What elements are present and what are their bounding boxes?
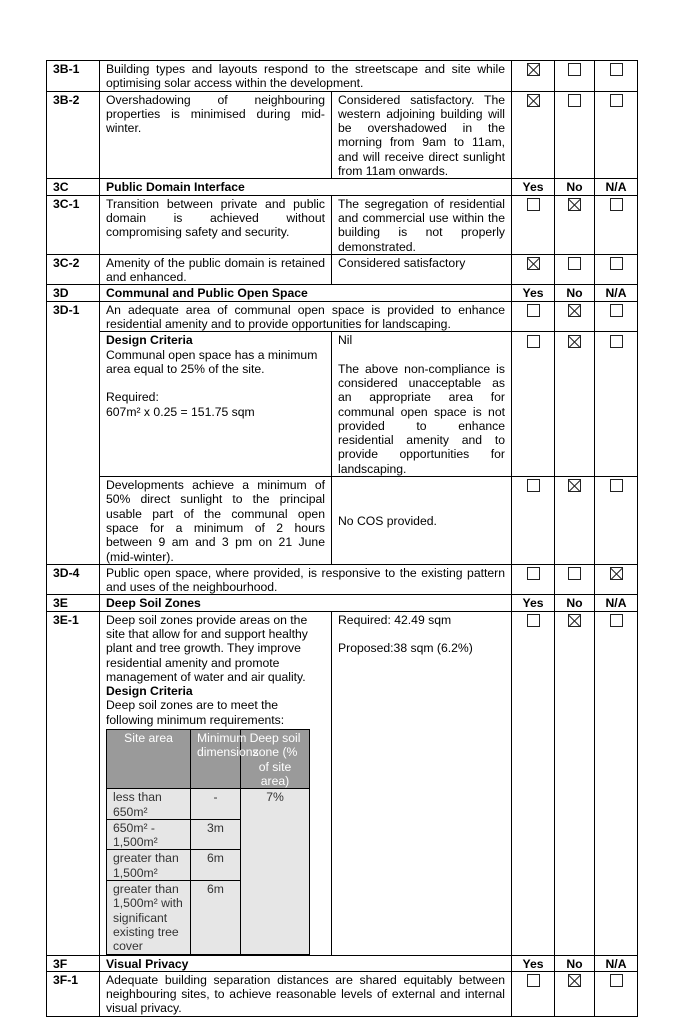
mini-header: Minimum dimensions [191, 730, 241, 789]
row-code: 3E-1 [47, 611, 100, 955]
mini-cell: 6m [191, 850, 241, 881]
table-row [47, 564, 638, 595]
table-row [47, 195, 638, 254]
row-text: Adequate building separation distances are shared equitably between neighbouring sites, to achieve reasonable levels of external and internal visual privacy. [100, 971, 512, 1016]
criteria-title: Design Criteria [106, 333, 193, 348]
mini-cell: greater than 1,500m² [107, 850, 191, 881]
yes-checkbox[interactable] [527, 304, 540, 317]
no-checkbox[interactable] [568, 567, 581, 580]
na-checkbox[interactable] [610, 974, 623, 987]
na-checkbox[interactable] [610, 63, 623, 76]
criteria-title: Design Criteria [106, 684, 193, 699]
yes-checkbox[interactable] [527, 614, 540, 627]
comment-cell [332, 611, 512, 955]
no-checkbox[interactable] [568, 257, 581, 270]
na-checkbox[interactable] [610, 304, 623, 317]
table-row [47, 477, 638, 565]
section-code: 3D [47, 285, 100, 301]
section-row [47, 179, 638, 195]
mini-cell: - [191, 789, 241, 820]
no-checkbox[interactable] [568, 614, 581, 627]
criteria-text: Communal open space has a minimum area equal to 25% of the site. [106, 347, 318, 376]
criteria-text: Deep soil zones are to meet the following minimum requirements: [106, 698, 285, 727]
yes-header: Yes [512, 955, 555, 971]
no-checkbox[interactable] [568, 304, 581, 317]
yes-checkbox[interactable] [527, 94, 540, 107]
row-text: An adequate area of communal open space is provided to enhance residential amenity and to provide opportunities for landscaping. [100, 301, 512, 332]
section-row [47, 955, 638, 971]
no-checkbox[interactable] [568, 198, 581, 211]
criteria-cell [100, 332, 332, 477]
section-title: Public Domain Interface [100, 179, 512, 195]
na-header: N/A [595, 955, 638, 971]
table-row [47, 301, 638, 332]
section-row [47, 285, 638, 301]
no-checkbox[interactable] [568, 63, 581, 76]
section-code: 3F [47, 955, 100, 971]
yes-checkbox[interactable] [527, 63, 540, 76]
na-checkbox[interactable] [610, 198, 623, 211]
section-title: Visual Privacy [100, 955, 512, 971]
row-code: 3D-1 [47, 301, 100, 564]
no-checkbox[interactable] [568, 94, 581, 107]
mini-cell: 6m [191, 881, 241, 954]
row-comment: Considered satisfactory [332, 254, 512, 285]
na-checkbox[interactable] [610, 335, 623, 348]
row-code: 3F-1 [47, 971, 100, 1016]
table-row [47, 332, 638, 477]
row-text: Overshadowing of neighbouring properties is minimised during mid-winter. [100, 91, 332, 179]
na-checkbox[interactable] [610, 94, 623, 107]
table-row [47, 611, 638, 955]
comment-nil: Nil [338, 333, 353, 348]
required-value: 607m² x 0.25 = 151.75 sqm [106, 404, 255, 419]
comment-text: The above non-compliance is considered unacceptable as an appropriate area for communal open space is not provided to enhance residential amenity and to provide opportunities for landscaping. [338, 361, 505, 476]
row-text: Developments achieve a minimum of 50% direct sunlight to the principal usable part of the communal open space for a minimum of 2 hours between 9 am and 3 pm on 21 June (mid-winter). [100, 477, 332, 565]
yes-checkbox[interactable] [527, 479, 540, 492]
row-comment: The segregation of residential and commercial use within the building is not properly demonstrated. [332, 195, 512, 254]
row-code: 3C-1 [47, 195, 100, 254]
row-comment: No COS provided. [332, 477, 512, 565]
row-text: Transition between private and public domain is achieved without compromising safety and security. [100, 195, 332, 254]
section-row [47, 595, 638, 611]
mini-cell: 650m² - 1,500m² [107, 819, 191, 850]
yes-checkbox[interactable] [527, 198, 540, 211]
table-row [47, 61, 638, 92]
section-code: 3C [47, 179, 100, 195]
row-code: 3C-2 [47, 254, 100, 285]
mini-row [107, 789, 310, 820]
yes-checkbox[interactable] [527, 257, 540, 270]
section-code: 3E [47, 595, 100, 611]
row-code: 3D-4 [47, 564, 100, 595]
na-checkbox[interactable] [610, 567, 623, 580]
yes-header: Yes [512, 179, 555, 195]
row-code: 3B-1 [47, 61, 100, 92]
no-checkbox[interactable] [568, 479, 581, 492]
na-checkbox[interactable] [610, 479, 623, 492]
row-text: Amenity of the public domain is retained and enhanced. [100, 254, 332, 285]
yes-checkbox[interactable] [527, 567, 540, 580]
row-text: Public open space, where provided, is responsive to the existing pattern and uses of the neighbourhood. [100, 564, 512, 595]
table-row [47, 971, 638, 1016]
row-code: 3B-2 [47, 91, 100, 179]
row-text: Deep soil zones provide areas on the site that allow for and support healthy plant and tree growth. They improve residential amenity and promote management of water and air quality. [106, 612, 308, 684]
row-text: Building types and layouts respond to the streetscape and site while optimising solar access within the development. [100, 61, 512, 92]
yes-checkbox[interactable] [527, 974, 540, 987]
na-checkbox[interactable] [610, 257, 623, 270]
mini-header-row [107, 730, 310, 789]
mini-header: Site area [107, 730, 191, 789]
comment-required: Required: 42.49 sqm [338, 612, 452, 627]
mini-header: Deep soil zone (% of site area) [241, 730, 310, 789]
comment-proposed: Proposed:38 sqm (6.2%) [338, 640, 473, 655]
na-header: N/A [595, 595, 638, 611]
mini-cell: less than 650m² [107, 789, 191, 820]
required-label: Required: [106, 390, 159, 405]
na-checkbox[interactable] [610, 614, 623, 627]
compliance-table [46, 60, 638, 1017]
yes-header: Yes [512, 595, 555, 611]
no-header: No [555, 285, 595, 301]
mini-cell: 3m [191, 819, 241, 850]
no-header: No [555, 595, 595, 611]
table-row [47, 254, 638, 285]
no-checkbox[interactable] [568, 335, 581, 348]
deep-soil-cell [100, 611, 332, 955]
yes-checkbox[interactable] [527, 335, 540, 348]
mini-cell: greater than 1,500m² with significant existing tree cover [107, 881, 191, 954]
section-title: Communal and Public Open Space [100, 285, 512, 301]
na-header: N/A [595, 285, 638, 301]
no-checkbox[interactable] [568, 974, 581, 987]
mini-cell-soil: 7% [241, 789, 310, 954]
comment-cell [332, 332, 512, 477]
na-header: N/A [595, 179, 638, 195]
no-header: No [555, 179, 595, 195]
section-title: Deep Soil Zones [100, 595, 512, 611]
yes-header: Yes [512, 285, 555, 301]
row-comment: Considered satisfactory. The western adjoining building will be overshadowed in the morning from 9am to 11am, and will receive direct sunlight from 11am onwards. [332, 91, 512, 179]
deep-soil-requirements-table [106, 729, 310, 954]
table-row [47, 91, 638, 179]
no-header: No [555, 955, 595, 971]
